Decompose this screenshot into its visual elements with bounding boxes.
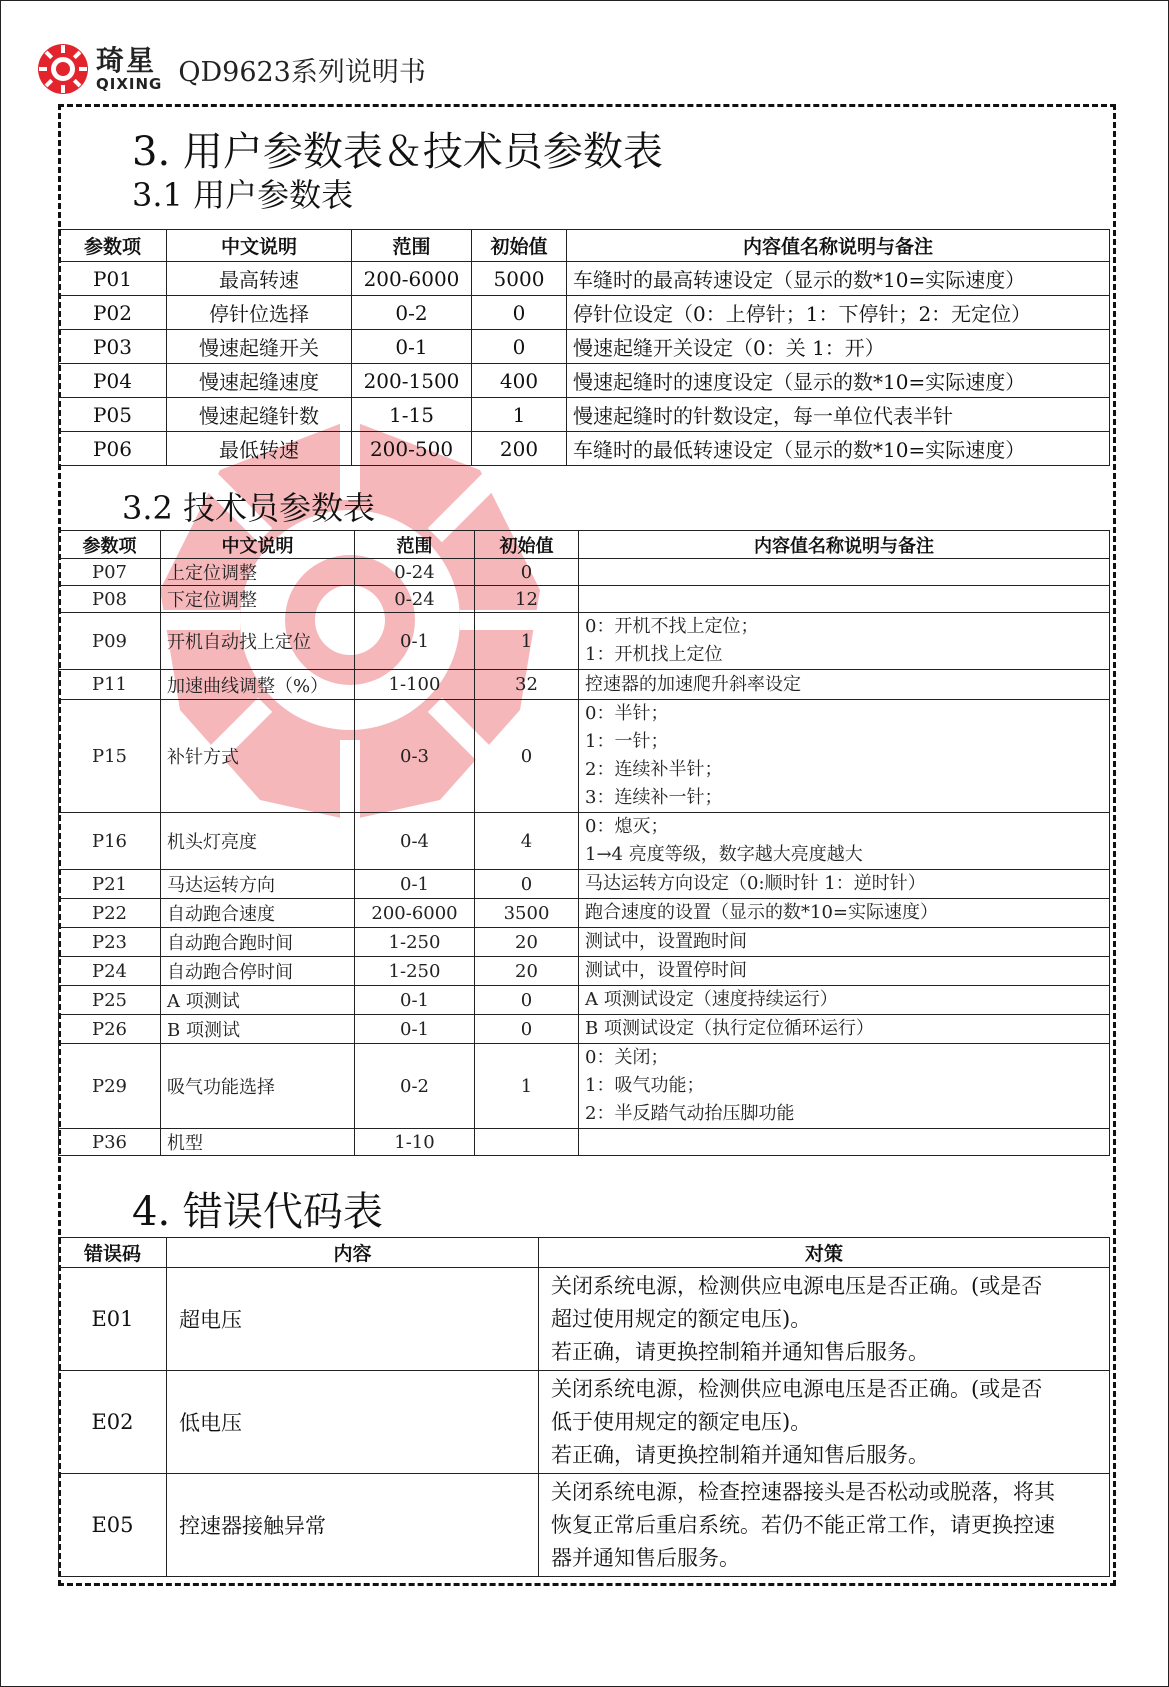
table-row [59, 670, 1110, 700]
param-note [579, 1044, 1110, 1129]
col-header: 参数项 [59, 230, 167, 262]
error-code: E05 [59, 1474, 167, 1577]
param-note [579, 813, 1110, 870]
param-note-line: 2：连续补半针； [585, 759, 723, 780]
col-header: 中文说明 [161, 531, 355, 559]
table-row [59, 364, 1110, 398]
param-note: 停针位设定（0：上停针；1：下停针；2：无定位） [567, 296, 1110, 330]
param-note [579, 670, 1110, 700]
error-solution [539, 1474, 1110, 1577]
param-note-line: 测试中，设置跑时间 [585, 931, 747, 952]
col-header: 初始值 [472, 230, 567, 262]
param-default: 5000 [472, 262, 567, 296]
param-name: 上定位调整 [161, 559, 355, 586]
param-name: 补针方式 [161, 700, 355, 813]
col-header: 初始值 [475, 531, 579, 559]
param-name: 最低转速 [167, 432, 352, 466]
section-3-2-heading: 3.2 技术员参数表 [122, 489, 376, 527]
param-default: 0 [475, 870, 579, 899]
table-row [59, 1044, 1110, 1129]
param-range: 1-250 [355, 957, 475, 986]
param-note-line: 1：开机找上定位 [585, 644, 723, 665]
param-note-line: 测试中，设置停时间 [585, 960, 747, 981]
param-default: 32 [475, 670, 579, 700]
col-header: 内容值名称说明与备注 [579, 531, 1110, 559]
param-default: 1 [475, 1044, 579, 1129]
brand-name-en: QIXING [96, 74, 163, 93]
param-range: 0-1 [355, 1015, 475, 1044]
param-id: P06 [59, 432, 167, 466]
param-note [579, 986, 1110, 1015]
param-default: 0 [475, 1015, 579, 1044]
error-solution-line: 关闭系统电源，检查控速器接头是否松动或脱落，将其 [551, 1479, 1055, 1504]
table-row [59, 1129, 1110, 1156]
error-solution-line: 若正确，请更换控制箱并通知售后服务。 [551, 1339, 929, 1364]
param-range: 0-1 [355, 870, 475, 899]
table-row [59, 1371, 1110, 1474]
param-note-line: 0：熄灭； [585, 816, 669, 837]
param-id: P11 [59, 670, 161, 700]
col-header: 中文说明 [167, 230, 352, 262]
param-note-line: B 项测试设定（执行定位循环运行） [585, 1018, 874, 1039]
param-range: 0-2 [355, 1044, 475, 1129]
param-default: 0 [475, 700, 579, 813]
param-range: 0-2 [352, 296, 472, 330]
param-range: 0-1 [355, 986, 475, 1015]
error-code-table [58, 1237, 1110, 1577]
param-range: 200-1500 [352, 364, 472, 398]
param-range: 0-24 [355, 559, 475, 586]
param-id: P21 [59, 870, 161, 899]
param-note-line: 2：半反踏气动抬压脚功能 [585, 1103, 795, 1124]
col-header: 范围 [355, 531, 475, 559]
param-default [475, 1129, 579, 1156]
param-range: 0-4 [355, 813, 475, 870]
col-header: 内容值名称说明与备注 [567, 230, 1110, 262]
param-note-line: A 项测试设定（速度持续运行） [585, 989, 838, 1010]
param-id: P16 [59, 813, 161, 870]
param-range: 0-1 [352, 330, 472, 364]
error-code: E01 [59, 1268, 167, 1371]
table-row [59, 1268, 1110, 1371]
param-range: 200-6000 [355, 899, 475, 928]
param-note: 车缝时的最高转速设定（显示的数*10=实际速度） [567, 262, 1110, 296]
param-name: 开机自动找上定位 [161, 613, 355, 670]
param-default: 3500 [475, 899, 579, 928]
table-row [59, 330, 1110, 364]
param-name: 吸气功能选择 [161, 1044, 355, 1129]
param-note-line: 1：一针； [585, 731, 669, 752]
param-default: 0 [475, 986, 579, 1015]
param-name: 停针位选择 [167, 296, 352, 330]
table-row [59, 559, 1110, 586]
param-note [579, 586, 1110, 613]
col-header: 范围 [352, 230, 472, 262]
param-name: 自动跑合跑时间 [161, 928, 355, 957]
param-note: 慢速起缝时的针数设定，每一单位代表半针 [567, 398, 1110, 432]
param-id: P04 [59, 364, 167, 398]
param-note [579, 1015, 1110, 1044]
table-row [59, 928, 1110, 957]
param-note [579, 899, 1110, 928]
table-row [59, 432, 1110, 466]
param-id: P36 [59, 1129, 161, 1156]
param-name: 自动跑合速度 [161, 899, 355, 928]
param-id: P24 [59, 957, 161, 986]
param-default: 12 [475, 586, 579, 613]
header [36, 38, 426, 100]
param-note [579, 957, 1110, 986]
document-title: QD9623系列说明书 [178, 56, 426, 88]
error-code: E02 [59, 1371, 167, 1474]
table-header-row [59, 230, 1110, 262]
col-header: 错误码 [59, 1238, 167, 1268]
param-id: P25 [59, 986, 161, 1015]
table-header-row [59, 531, 1110, 559]
param-name: 慢速起缝针数 [167, 398, 352, 432]
brand-name-cn: 琦星 [96, 43, 157, 77]
param-default: 20 [475, 928, 579, 957]
param-name: 最高转速 [167, 262, 352, 296]
user-params-table [58, 229, 1110, 466]
table-row [59, 296, 1110, 330]
param-id: P05 [59, 398, 167, 432]
param-id: P22 [59, 899, 161, 928]
param-id: P29 [59, 1044, 161, 1129]
param-name: 下定位调整 [161, 586, 355, 613]
param-range: 1-10 [355, 1129, 475, 1156]
error-solution-line: 低于使用规定的额定电压)。 [551, 1409, 812, 1434]
param-name: A 项测试 [161, 986, 355, 1015]
param-id: P23 [59, 928, 161, 957]
param-note-line: 0：半针； [585, 703, 669, 724]
param-note-line: 跑合速度的设置（显示的数*10=实际速度） [585, 902, 938, 923]
table-row [59, 870, 1110, 899]
param-name: 慢速起缝速度 [167, 364, 352, 398]
param-name: 自动跑合停时间 [161, 957, 355, 986]
param-note [579, 700, 1110, 813]
error-solution [539, 1268, 1110, 1371]
table-row [59, 899, 1110, 928]
error-solution-line: 关闭系统电源，检测供应电源电压是否正确。(或是否 [551, 1273, 1043, 1298]
param-default: 0 [472, 330, 567, 364]
table-row [59, 398, 1110, 432]
error-content: 控速器接触异常 [167, 1474, 539, 1577]
qixing-logo-icon [36, 42, 90, 96]
param-note [579, 870, 1110, 899]
param-default: 20 [475, 957, 579, 986]
param-note [579, 613, 1110, 670]
param-note-line: 3：连续补一针； [585, 787, 723, 808]
section-4-heading: 4. 错误代码表 [132, 1189, 383, 1235]
param-name: B 项测试 [161, 1015, 355, 1044]
param-note-line: 0：开机不找上定位； [585, 616, 759, 637]
param-name: 慢速起缝开关 [167, 330, 352, 364]
error-solution-line: 器并通知售后服务。 [551, 1545, 740, 1570]
col-header: 内容 [167, 1238, 539, 1268]
brand [96, 43, 163, 93]
param-name: 加速曲线调整（%） [161, 670, 355, 700]
table-row [59, 1015, 1110, 1044]
error-content: 低电压 [167, 1371, 539, 1474]
param-id: P15 [59, 700, 161, 813]
param-note [579, 1129, 1110, 1156]
param-id: P02 [59, 296, 167, 330]
param-note: 慢速起缝开关设定（0：关 1：开） [567, 330, 1110, 364]
table-row [59, 262, 1110, 296]
param-default: 0 [472, 296, 567, 330]
table-row [59, 1474, 1110, 1577]
table-header-row [59, 1238, 1110, 1268]
param-id: P07 [59, 559, 161, 586]
table-row [59, 813, 1110, 870]
table-row [59, 613, 1110, 670]
param-range: 1-100 [355, 670, 475, 700]
col-header: 对策 [539, 1238, 1110, 1268]
user-params-body [59, 262, 1110, 466]
tech-params-body [59, 559, 1110, 1156]
param-note-line: 马达运转方向设定（0:顺时针 1：逆时针） [585, 873, 926, 894]
param-note-line: 控速器的加速爬升斜率设定 [585, 673, 801, 695]
param-default: 1 [472, 398, 567, 432]
param-name: 机头灯亮度 [161, 813, 355, 870]
param-range: 0-3 [355, 700, 475, 813]
col-header: 参数项 [59, 531, 161, 559]
param-note-line: 1：吸气功能； [585, 1075, 705, 1096]
param-id: P09 [59, 613, 161, 670]
param-default: 4 [475, 813, 579, 870]
error-code-body [59, 1268, 1110, 1577]
param-range: 200-6000 [352, 262, 472, 296]
error-solution-line: 关闭系统电源，检测供应电源电压是否正确。(或是否 [551, 1376, 1043, 1401]
param-range: 1-250 [355, 928, 475, 957]
param-id: P01 [59, 262, 167, 296]
section-3-heading: 3. 用户参数表＆技术员参数表 [132, 129, 663, 175]
param-default: 400 [472, 364, 567, 398]
param-range: 200-500 [352, 432, 472, 466]
param-note-line: 1→4 亮度等级，数字越大亮度越大 [585, 844, 863, 865]
table-row [59, 957, 1110, 986]
param-default: 0 [475, 559, 579, 586]
table-row [59, 986, 1110, 1015]
error-solution-line: 若正确，请更换控制箱并通知售后服务。 [551, 1442, 929, 1467]
param-id: P08 [59, 586, 161, 613]
error-content: 超电压 [167, 1268, 539, 1371]
section-3-1-heading: 3.1 用户参数表 [132, 176, 354, 214]
param-range: 0-24 [355, 586, 475, 613]
param-note: 慢速起缝时的速度设定（显示的数*10=实际速度） [567, 364, 1110, 398]
error-solution [539, 1371, 1110, 1474]
tech-params-table [58, 530, 1110, 1156]
param-note [579, 928, 1110, 957]
param-id: P03 [59, 330, 167, 364]
param-default: 1 [475, 613, 579, 670]
param-id: P26 [59, 1015, 161, 1044]
param-range: 0-1 [355, 613, 475, 670]
param-range: 1-15 [352, 398, 472, 432]
param-note: 车缝时的最低转速设定（显示的数*10=实际速度） [567, 432, 1110, 466]
param-name: 机型 [161, 1129, 355, 1156]
error-solution-line: 恢复正常后重启系统。若仍不能正常工作，请更换控速 [551, 1512, 1055, 1537]
error-solution-line: 超过使用规定的额定电压)。 [551, 1306, 812, 1331]
table-row [59, 700, 1110, 813]
param-name: 马达运转方向 [161, 870, 355, 899]
param-note [579, 559, 1110, 586]
param-default: 200 [472, 432, 567, 466]
table-row [59, 586, 1110, 613]
param-note-line: 0：关闭； [585, 1047, 669, 1068]
